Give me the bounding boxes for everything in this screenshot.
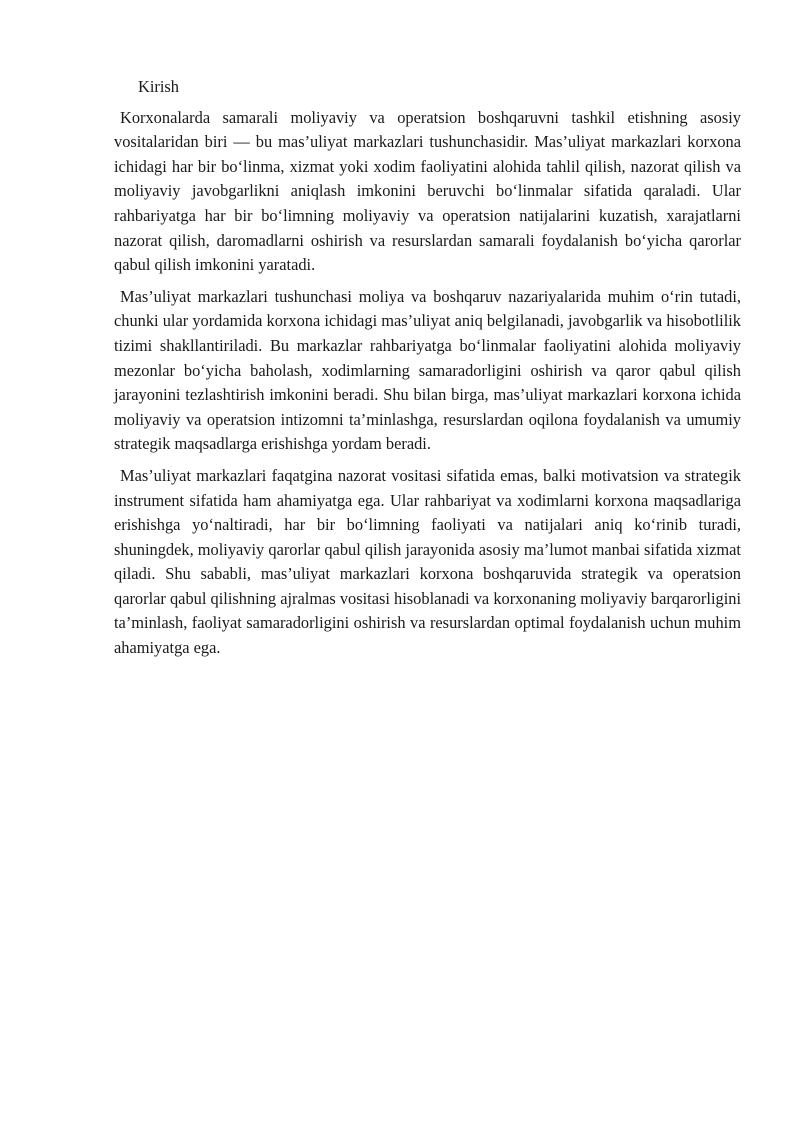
document-page [114,75,741,668]
paragraph-1: Korxonalarda samarali moliyaviy va operatsion boshqaruvni tashkil etishning asosiy vositalaridan biri — bu mas’uliyat markazlari tushunchasidir. Mas’uliyat markazlari korxona ichidagi har bir bo‘linma, xizmat yoki xodim faoliyatini alohida tahlil qilish, nazorat qilish va moliyaviy javobgarlikni aniqlash imkonini beruvchi bo‘linmalar sifatida qaraladi. Ular rahbariyatga har bir bo‘limning moliyaviy va operatsion natijalarini kuzatish, xarajatlarni nazorat qilish, daromadlarni oshirish va resurslardan samarali foydalanish bo‘yicha qarorlar qabul qilish imkonini yaratadi. [114,107,741,275]
section-heading: Kirish [138,77,179,96]
paragraph-3: Mas’uliyat markazlari faqatgina nazorat vositasi sifatida emas, balki motivatsion va strategik instrument sifatida ham ahamiyatga ega. Ular rahbariyat va xodimlarni korxona maqsadlariga erishishga yo‘naltiradi, har bir bo‘limning faoliyati va natijalari aniq ko‘rinib turadi, shuningdek, moliyaviy qarorlar qabul qilish jarayonida asosiy ma’lumot manbai sifatida xizmat qiladi. Shu sababli, mas’uliyat markazlari korxona boshqaruvida strategik va operatsion qarorlar qabul qilishning ajralmas vositasi hisoblanadi va korxonaning moliyaviy barqarorligini ta’minlash, faoliyat samaradorligini oshirish va resurslardan optimal foydalanish uchun muhim ahamiyatga ega. [114,465,741,658]
paragraph-2: Mas’uliyat markazlari tushunchasi moliya va boshqaruv nazariyalarida muhim o‘rin tutadi, chunki ular yordamida korxona ichidagi mas’uliyat aniq belgilanadi, javobgarlik va hisobotlilik tizimi shakllantiriladi. Bu markazlar rahbariyatga bo‘linmalar faoliyatini alohida moliyaviy mezonlar bo‘yicha baholash, xodimlarning samaradorligini oshirish va qaror qabul qilish jarayonini tezlashtirish imkonini beradi. Shu bilan birga, mas’uliyat markazlari korxona ichida moliyaviy va operatsion intizomni ta’minlashga, resurslardan oqilona foydalanish va umumiy strategik maqsadlarga erishishga yordam beradi. [114,286,741,454]
